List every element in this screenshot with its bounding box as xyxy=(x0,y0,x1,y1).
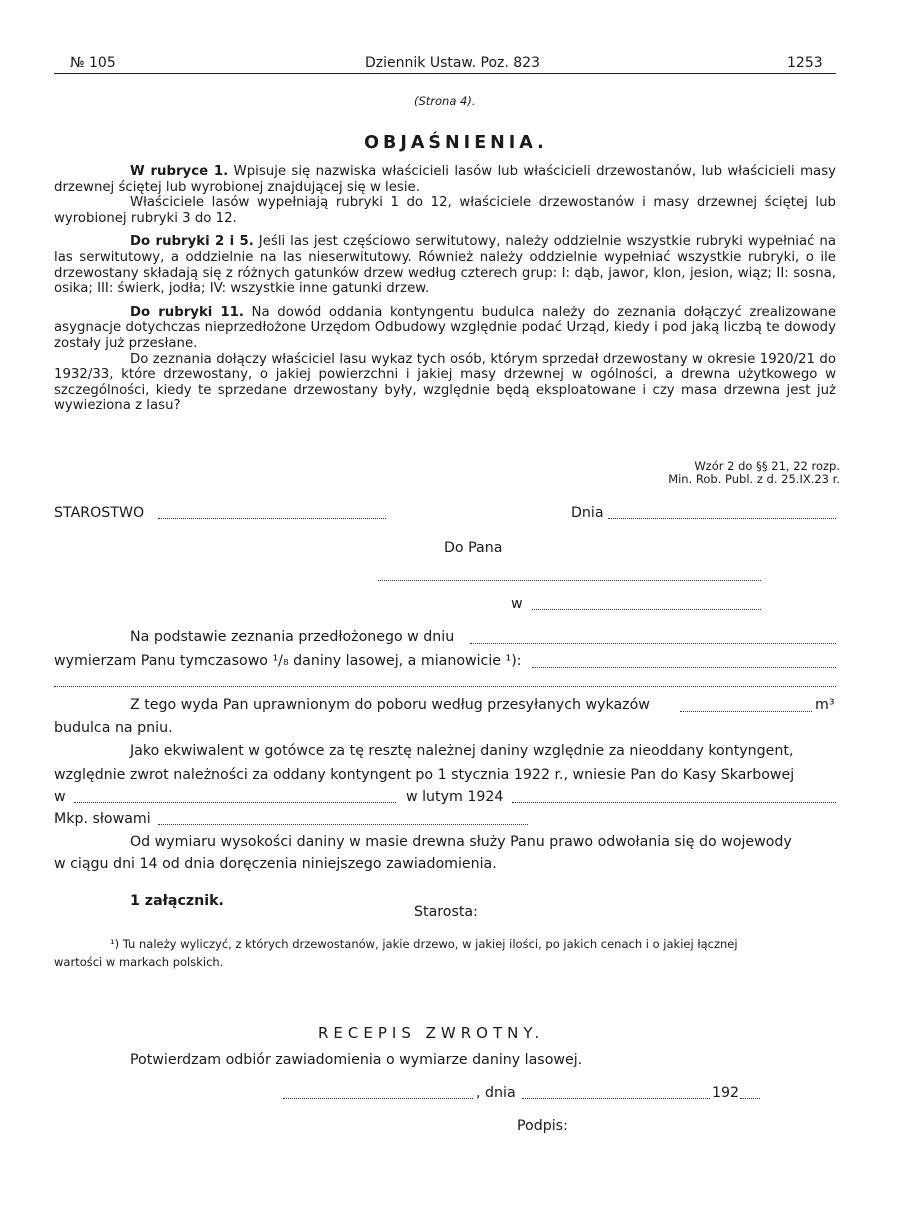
odwolanie-line1: Od wymiaru wysokości daniny w masie drewna służy Panu prawo odwołania się do wojewody xyxy=(130,834,792,850)
explanation-r25-text: Jeśli las jest częściowo serwitutowy, należy oddzielnie wszystkie rubryki wypełniać na las serwitutowy, a oddzielnie na las nieserwitutowy. Również należy oddzielnie wypełniać wszystkie rubryki, o ile drzewostany składają się z różnych gatunków drzew według czterech grup: I: dąb, jawor, klon, jesion, wiąz; II: sosna, osika; III: świerk, jodła; IV: wszystkie inne gatunki drzew. xyxy=(54,234,836,297)
form-reference-line2: Min. Rob. Publ. z d. 25.IX.23 r. xyxy=(668,472,840,486)
starostwo-field[interactable] xyxy=(158,518,386,519)
explanation-r25-label: Do rubryki 2 i 5. xyxy=(130,234,254,250)
footnote-line1 xyxy=(54,935,836,953)
wymierzam-field-cont[interactable] xyxy=(54,686,836,687)
strona-label: (Strona 4). xyxy=(414,94,476,108)
attachment-label: 1 załącznik. xyxy=(130,893,224,909)
recepis-place-field[interactable] xyxy=(283,1098,473,1099)
recepis-title: RECEPIS ZWROTNY. xyxy=(318,1024,545,1042)
kasa-w-label: w xyxy=(54,789,66,805)
starosta-label: Starosta: xyxy=(414,904,478,920)
unit-m3: m³ xyxy=(815,697,835,713)
explanation-r11-cont: Do zeznania dołączy właściciel lasu wykaz tych osób, którym sprzedał drzewostany w okresie 1920/21 do 1932/33, które drzewostany, o jakiej powierzchni i jakiej masy drzewnej w ogólności, a drewna użytkowego w szczególności, kiedy te sprzedane drzewostany były, względnie będą eksploatowane i czy masa drzewna jest już wywieziona z lasu? xyxy=(54,351,836,414)
recipient-place-field[interactable] xyxy=(532,609,761,610)
journal-title: Dziennik Ustaw. Poz. 823 xyxy=(365,55,540,71)
form-reference xyxy=(668,460,840,486)
dnia-label: Dnia xyxy=(571,505,604,521)
issue-number: № 105 xyxy=(70,55,116,71)
explanation-r1-text: Wpisuje się nazwiska właścicieli lasów lub właścicieli drzewostanów, lub właścicieli masy drzewnej ściętej lub wyrobionej znajdującej się w lesie. xyxy=(54,164,836,195)
zwrot-label: względnie zwrot należności za oddany kontyngent po 1 stycznia 1922 r., wniesie Pan do Kasy Skarbowej xyxy=(54,767,795,783)
ekwiwalent-label: Jako ekwiwalent w gotówce za tę resztę należnej daniny względnie za nieoddany kontyngent, xyxy=(130,743,794,759)
explanation-r1-cont: Właściciele lasów wypełniają rubryki 1 do 12, właściciele drzewostanów i masy drzewnej ściętej lub wyrobionej rubryki 3 do 12. xyxy=(54,195,836,226)
explanation-r1-label: W rubryce 1. xyxy=(130,164,229,179)
wymierzam-field[interactable] xyxy=(532,667,836,668)
form-reference-line1: Wzór 2 do §§ 21, 22 rozp. xyxy=(694,459,840,473)
dnia-field[interactable] xyxy=(608,518,836,519)
recipient-name-field[interactable] xyxy=(378,580,761,581)
wyda-volume-field[interactable] xyxy=(680,711,812,712)
zeznanie-label: Na podstawie zeznania przedłożonego w dniu xyxy=(130,629,455,645)
footnote-line2: wartości w markach polskich. xyxy=(54,955,224,969)
odwolanie-line2: w ciągu dni 14 od dnia doręczenia niniejszego zawiadomienia. xyxy=(54,856,497,872)
explanation-r11-text: Na dowód oddania kontyngentu budulca należy do zeznania dołączyć zrealizowane asygnacje dotychczas nieprzedłożone Urzędom Odbudowy względnie podać Urząd, kiedy i pod jaką liczbą te dowody zostały już przesłane. xyxy=(54,304,836,351)
recepis-year: 192 xyxy=(712,1085,740,1101)
explanation-r1 xyxy=(54,164,836,195)
header-rule xyxy=(54,73,836,74)
starostwo-label: STAROSTWO xyxy=(54,505,145,521)
wymierzam-label: wymierzam Panu tymczasowo ¹/₈ daniny lasowej, a mianowicie ¹): xyxy=(54,653,522,669)
section-heading: OBJAŚNIENIA. xyxy=(364,133,548,153)
recepis-dnia-label: , dnia xyxy=(476,1085,516,1101)
kasa-place-field[interactable] xyxy=(74,802,396,803)
payment-amount-field[interactable] xyxy=(512,802,836,803)
explanation-block xyxy=(54,164,836,414)
budulca-label: budulca na pniu. xyxy=(54,720,173,736)
footnote xyxy=(54,935,836,971)
recepis-date-field[interactable] xyxy=(522,1098,710,1099)
page-number: 1253 xyxy=(787,55,823,71)
footnote-marker: ¹) xyxy=(110,937,120,951)
explanation-r25 xyxy=(54,234,836,296)
wyda-label: Z tego wyda Pan uprawnionym do poboru według przesyłanych wykazów xyxy=(130,697,650,713)
podpis-label: Podpis: xyxy=(517,1118,568,1134)
recepis-year-field[interactable] xyxy=(740,1098,760,1099)
recepis-text: Potwierdzam odbiór zawiadomienia o wymiarze daniny lasowej. xyxy=(130,1052,583,1068)
lutym-label: w lutym 1924 xyxy=(406,789,504,805)
mkp-words-field[interactable] xyxy=(158,824,528,825)
explanation-r11 xyxy=(54,305,836,352)
zeznanie-date-field[interactable] xyxy=(470,643,836,644)
footnote-text1: Tu należy wyliczyć, z których drzewostanów, jakie drzewo, w jakiej ilości, po jakich cenach i o jakiej łącznej xyxy=(119,937,738,951)
recipient-w-label: w xyxy=(511,596,523,612)
do-pana-label: Do Pana xyxy=(444,540,503,556)
mkp-label: Mkp. słowami xyxy=(54,811,151,827)
explanation-r11-label: Do rubryki 11. xyxy=(130,304,244,320)
